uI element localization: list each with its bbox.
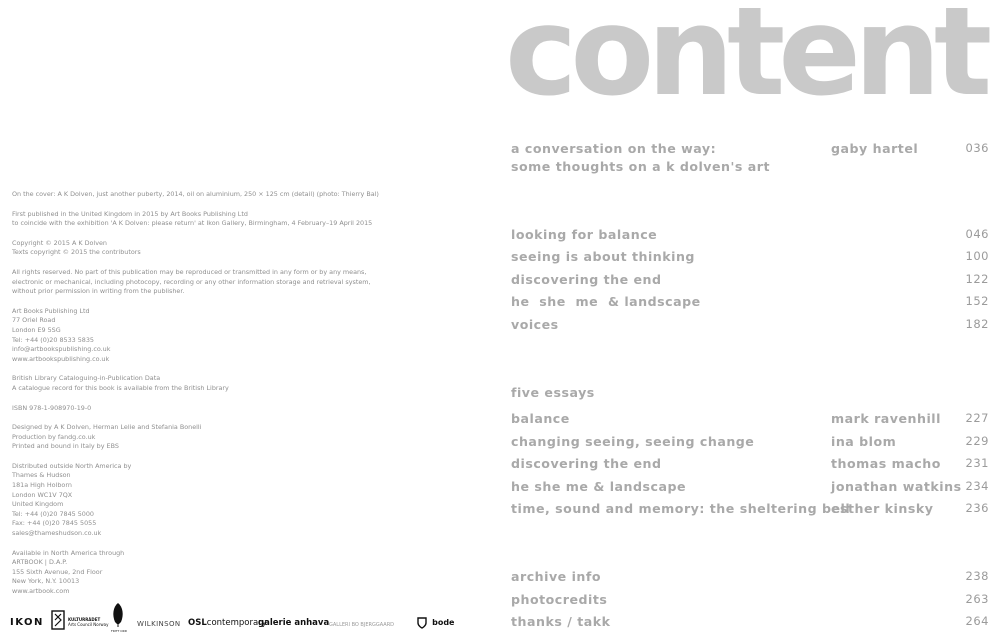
imprint-line: British Library Cataloguing-in-Publication Data xyxy=(12,374,161,383)
toc-entry-page: 234 xyxy=(965,479,989,493)
osl-contemporary-logo xyxy=(188,618,267,628)
toc-entry xyxy=(511,434,989,452)
imprint-line: electronic or mechanical, including photocopy, recording or any other information storage and retrieval system, xyxy=(12,277,371,286)
toc-entry-page: 036 xyxy=(965,141,989,155)
isbn: ISBN 978-1-908970-19-0 xyxy=(12,403,92,412)
imprint-line: www.artbookspublishing.co.uk xyxy=(12,354,110,363)
imprint-paragraph xyxy=(12,404,357,414)
bode-logo xyxy=(417,610,454,629)
toc-entry-title: looking for balance xyxy=(511,227,658,242)
toc-entry-title: changing seeing, seeing change xyxy=(511,434,755,449)
toc-entry-title-line2: some thoughts on a k dolven's art xyxy=(511,159,770,174)
bode-wordmark: bode xyxy=(432,618,455,627)
toc-entry-title: he she me & landscape xyxy=(511,294,701,309)
toc-entry-title: a conversation on the way: xyxy=(511,141,717,156)
imprint-line: Printed and bound in Italy by EBS xyxy=(12,442,119,451)
toc-entry xyxy=(511,479,989,497)
kulturradet-name: KULTURRÅDET xyxy=(68,617,101,622)
toc-entry-page: 122 xyxy=(965,272,989,286)
toc-entry-page: 229 xyxy=(965,434,989,448)
galleri-bo-bjerggaard-logo: GALLERI BO BJERGGAARD xyxy=(329,622,395,628)
imprint-line: All rights reserved. No part of this publication may be reproduced or transmitted in any form or by any means, xyxy=(12,267,367,276)
toc-entry xyxy=(511,249,989,267)
imprint-paragraph xyxy=(12,374,357,393)
osl-logo-rest: contemporary xyxy=(206,618,267,628)
toc-entry xyxy=(511,411,989,429)
imprint-line: Tel: +44 (0)20 7845 5000 xyxy=(12,509,95,518)
bode-shield-icon xyxy=(417,617,427,629)
galerie-anhava-logo: galerie anhava xyxy=(258,618,330,628)
toc-entry-page: 152 xyxy=(965,294,989,308)
toc-entry-page: 046 xyxy=(965,227,989,241)
imprint-line: New York, N.Y. 10013 xyxy=(12,577,80,586)
imprint-line: without prior permission in writing from the publisher. xyxy=(12,287,185,296)
imprint-line: A catalogue record for this book is available from the British Library xyxy=(12,383,229,392)
imprint-line: London WC1V 7QX xyxy=(12,490,73,499)
toc-entry-page: 263 xyxy=(965,592,989,606)
sponsor-logos xyxy=(10,600,455,633)
imprint-line: Copyright © 2015 A K Dolven xyxy=(12,238,107,247)
essays-heading: five essays xyxy=(511,385,595,400)
toc-entry-title: voices xyxy=(511,317,559,332)
toc-entry-title: time, sound and memory: the sheltering bell xyxy=(511,501,851,516)
imprint xyxy=(12,190,379,607)
toc-entry-title: he she me & landscape xyxy=(511,479,687,494)
imprint-paragraph xyxy=(12,239,357,258)
toc-entry xyxy=(511,592,989,610)
imprint-line: www.artbook.com xyxy=(12,587,70,595)
toc-entry-title: balance xyxy=(511,411,570,426)
toc-section-heading xyxy=(511,385,989,403)
toc-entry xyxy=(511,501,989,519)
osl-logo-bold: OSL xyxy=(188,618,207,628)
toc-entry-title: archive info xyxy=(511,569,602,584)
toc-entry-title: discovering the end xyxy=(511,456,662,471)
imprint-line: 155 Sixth Avenue, 2nd Floor xyxy=(12,567,103,576)
imprint-line: Production by fandg.co.uk xyxy=(12,432,96,441)
page-title: content xyxy=(505,0,986,123)
imprint-paragraph xyxy=(12,190,379,200)
ikon-logo: IKON xyxy=(10,617,44,628)
toc-entry-page: 236 xyxy=(965,501,989,515)
imprint-line: Fax: +44 (0)20 7845 5055 xyxy=(12,519,97,528)
imprint-line: Tel: +44 (0)20 8533 5835 xyxy=(12,335,95,344)
imprint-line: London E9 5SG xyxy=(12,325,61,334)
toc-entry xyxy=(511,227,989,245)
toc-entry-page: 238 xyxy=(965,569,989,583)
imprint-line: ARTBOOK | D.A.P. xyxy=(12,558,68,567)
toc-entry xyxy=(511,141,989,159)
wilkinson-logo: WILKINSON xyxy=(137,620,181,628)
toc-entry xyxy=(511,569,989,587)
imprint-paragraph xyxy=(12,462,357,539)
imprint-paragraph xyxy=(12,423,357,452)
imprint-line: sales@thameshudson.co.uk xyxy=(12,529,102,538)
imprint-line: 77 Oriel Road xyxy=(12,316,56,325)
toc-entry xyxy=(511,294,989,312)
toc-entry xyxy=(511,456,989,474)
toc-entry-author: thomas macho xyxy=(831,456,941,471)
imprint-line: First published in the United Kingdom in 2015 by Art Books Publishing Ltd xyxy=(12,209,248,218)
imprint-line: to coincide with the exhibition 'A K Dolven: please return' at Ikon Gallery, Birmingham, 4 February–19 April 2015 xyxy=(12,219,373,228)
imprint-line: Texts copyright © 2015 the contributors xyxy=(12,248,141,257)
imprint-line: Available in North America through xyxy=(12,548,125,557)
toc-entry xyxy=(511,317,989,335)
fritt-ord-icon xyxy=(110,602,126,630)
imprint-line: Thames & Hudson xyxy=(12,471,71,480)
imprint-line: info@artbookspublishing.co.uk xyxy=(12,345,111,354)
toc-entry-author: esther kinsky xyxy=(831,501,934,516)
imprint-line: Distributed outside North America by xyxy=(12,461,132,470)
imprint-line: 181a High Holborn xyxy=(12,481,72,490)
imprint-paragraph xyxy=(12,267,371,297)
kulturradet-sub: Arts Council Norway xyxy=(68,622,109,627)
toc-entry-title: photocredits xyxy=(511,592,608,607)
imprint-line: Designed by A K Dolven, Herman Lelie and Stefania Bonelli xyxy=(12,423,202,432)
toc-entry-continuation xyxy=(511,159,989,177)
toc-entry-title: thanks / takk xyxy=(511,614,611,629)
imprint-paragraph xyxy=(12,209,373,229)
toc-entry-page: 264 xyxy=(965,614,989,628)
toc-entry-page: 227 xyxy=(965,411,989,425)
imprint-paragraph xyxy=(12,549,357,597)
toc-entry-author: ina blom xyxy=(831,434,897,449)
toc-entry-page: 231 xyxy=(965,456,989,470)
kulturradet-wordmark xyxy=(68,617,108,627)
toc-entry-author: gaby hartel xyxy=(831,141,919,156)
imprint-line: On the cover: A K Dolven, just another puberty, 2014, oil on aluminium, 250 × 125 cm (detail) (photo: Thierry Bal) xyxy=(12,190,379,198)
toc-entry xyxy=(511,614,989,632)
imprint-line: Art Books Publishing Ltd xyxy=(12,306,90,315)
toc-entry-page: 182 xyxy=(965,317,989,331)
fritt-ord-logo xyxy=(110,602,126,630)
toc-entry-title: seeing is about thinking xyxy=(511,249,695,264)
toc-entry-author: mark ravenhill xyxy=(831,411,941,426)
toc-entry xyxy=(511,272,989,290)
toc-entry-page: 100 xyxy=(965,249,989,263)
toc-entry-title: discovering the end xyxy=(511,272,662,287)
toc-entry-author: jonathan watkins xyxy=(831,479,962,494)
fritt-ord-label: FRITT ORD xyxy=(111,629,128,633)
imprint-paragraph xyxy=(12,307,357,365)
imprint-line: United Kingdom xyxy=(12,500,64,509)
